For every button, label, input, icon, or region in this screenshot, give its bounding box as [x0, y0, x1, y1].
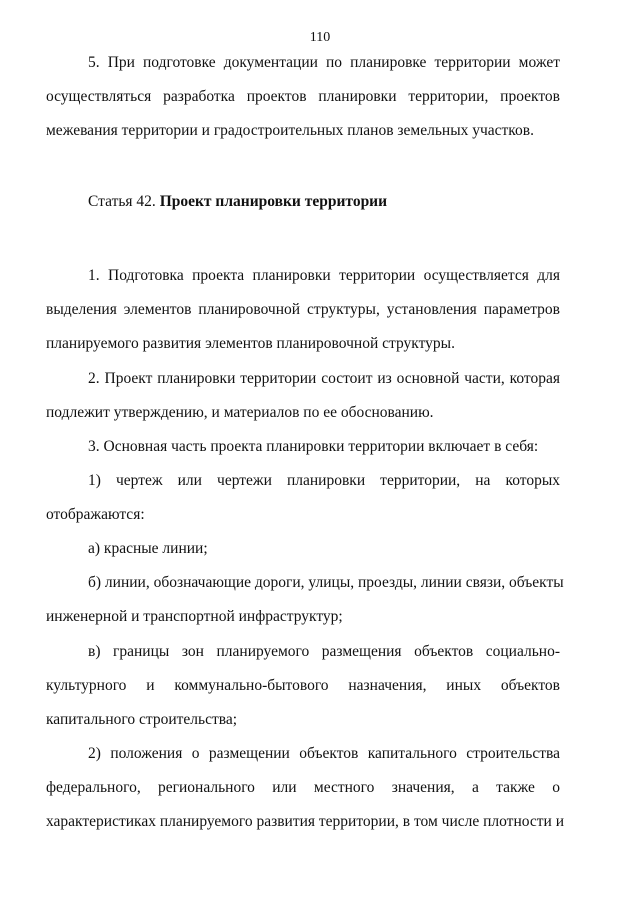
- paragraph-line: в) границы зон планируемого размещения объектов социально-: [88, 643, 560, 660]
- article-number: Статья 42.: [88, 193, 156, 210]
- paragraph-line: б) линии, обозначающие дороги, улицы, проезды, линии связи, объекты: [88, 574, 564, 591]
- subitem-2: [46, 737, 565, 839]
- paragraph-line: характеристиках планируемого развития территории, в том числе плотности и: [46, 813, 565, 830]
- subitem-v: [46, 635, 560, 737]
- paragraph-line: а) красные линии;: [88, 540, 208, 557]
- paragraph-line: 3. Основная часть проекта планировки территории включает в себя:: [88, 438, 539, 455]
- article-heading: [88, 193, 387, 211]
- paragraph-line: 2. Проект планировки территории состоит из основной части, которая: [88, 370, 560, 387]
- paragraph-line: федерального, регионального или местного значения, а также о: [46, 779, 560, 796]
- paragraph-line: капитального строительства;: [46, 711, 238, 728]
- paragraph-line: выделения элементов планировочной структуры, установления параметров: [46, 301, 560, 318]
- paragraph-3: [46, 430, 560, 464]
- article-title: Проект планировки территории: [159, 193, 388, 210]
- paragraph-line: осуществляться разработка проектов планировки территории, проектов: [46, 88, 560, 105]
- paragraph-line: отображаются:: [46, 506, 145, 523]
- subitem-b: [46, 566, 564, 634]
- paragraph-line: подлежит утверждению, и материалов по ее обоснованию.: [46, 404, 434, 421]
- page-number: 110: [309, 30, 331, 45]
- paragraph-1: [46, 259, 560, 361]
- paragraph-line: 1. Подготовка проекта планировки территории осуществляется для: [88, 267, 560, 284]
- paragraph-line: 5. При подготовке документации по планировке территории может: [88, 54, 560, 71]
- paragraph-line: межевания территории и градостроительных планов земельных участков.: [46, 122, 534, 139]
- paragraph-line: планируемого развития элементов планировочной структуры.: [46, 335, 455, 352]
- paragraph-5: [46, 46, 560, 148]
- subitem-a: [46, 532, 560, 566]
- subitem-1: [46, 464, 560, 532]
- paragraph-line: 2) положения о размещении объектов капитального строительства: [88, 745, 560, 762]
- paragraph-line: инженерной и транспортной инфраструктур;: [46, 608, 343, 625]
- paragraph-line: 1) чертеж или чертежи планировки территории, на которых: [88, 472, 560, 489]
- paragraph-line: культурного и коммунально-бытового назначения, иных объектов: [46, 677, 560, 694]
- paragraph-2: [46, 362, 560, 430]
